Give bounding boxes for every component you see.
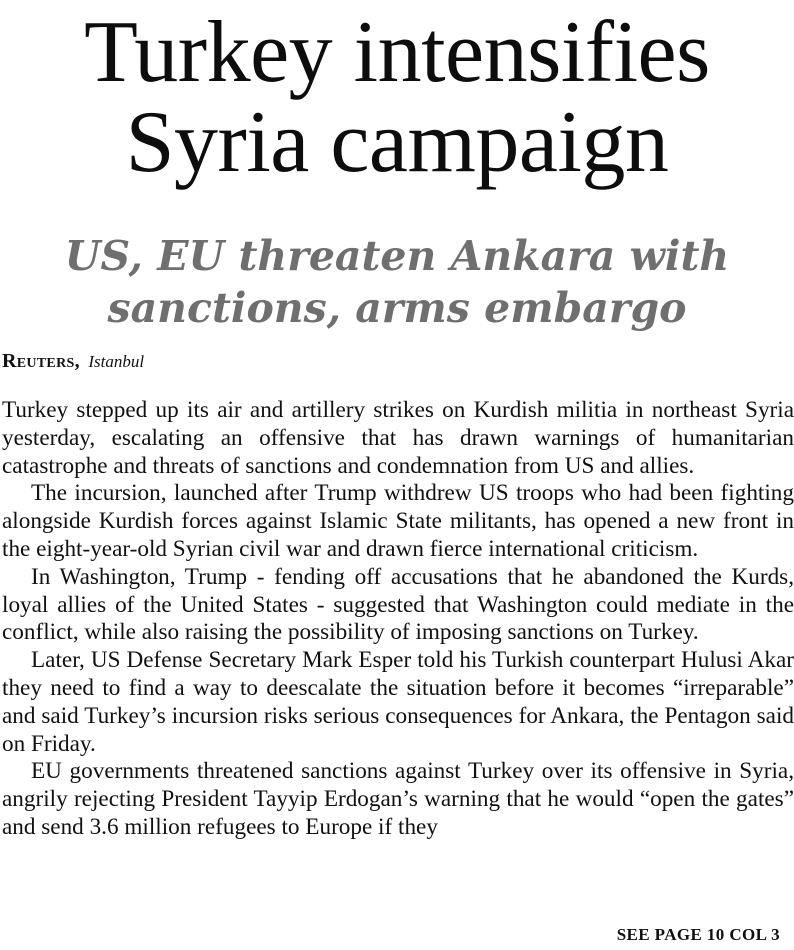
byline-agency: Reuters, (2, 350, 80, 372)
subheadline (0, 230, 794, 334)
byline (2, 349, 144, 374)
headline (0, 4, 794, 191)
subheadline-line-2: sanctions, arms embargo (107, 284, 687, 332)
article-paragraph-2: The incursion, launched after Trump withdrew US troops who had been fighting alongside Kurdish forces against Islamic State militants, has opened a new front in the eight-year-old Syrian civil war and drawn fierce international criticism. (2, 480, 794, 562)
continued-on-page-reference: SEE PAGE 10 COL 3 (616, 925, 780, 944)
headline-line-1: Turkey intensifies (84, 4, 710, 101)
article-paragraph-5: EU governments threatened sanctions against Turkey over its offensive in Syria, angrily rejecting President Tayyip Erdogan’s warning that he would “open the gates” and send 3.6 million refugees to Europe if they (2, 758, 794, 840)
article-body (2, 397, 794, 842)
headline-line-2: Syria campaign (125, 94, 669, 191)
subheadline-line-1: US, EU threaten Ankara with (64, 232, 730, 280)
byline-location: Istanbul (88, 352, 145, 371)
article-paragraph-4: Later, US Defense Secretary Mark Esper told his Turkish counterpart Hulusi Akar they need to find a way to deescalate the situation before it becomes “irreparable” and said Turkey’s incursion risks serious consequences for Ankara, the Pentagon said on Friday. (2, 647, 794, 757)
article-paragraph-1: Turkey stepped up its air and artillery strikes on Kurdish militia in northeast Syria yesterday, escalating an offensive that has drawn warnings of humanitarian catastrophe and threats of sanctions and condemnation from US and allies. (2, 397, 794, 479)
article-paragraph-3: In Washington, Trump - fending off accusations that he abandoned the Kurds, loyal allies of the United States - suggested that Washington could mediate in the conflict, while also raising the possibility of imposing sanctions on Turkey. (2, 563, 794, 646)
